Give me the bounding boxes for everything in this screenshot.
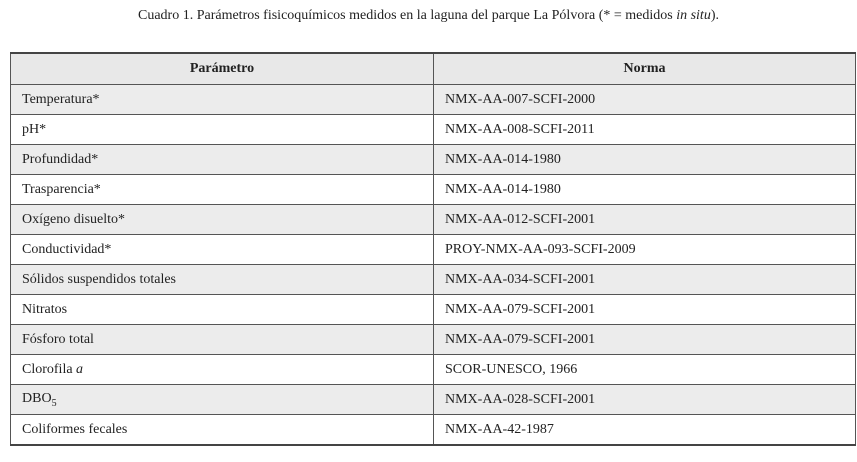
parameter-cell: Temperatura* [11,85,434,115]
table-row [11,85,856,115]
norm-cell: PROY-NMX-AA-093-SCFI-2009 [434,235,856,265]
header-norm: Norma [434,53,856,85]
norm-cell: NMX-AA-014-1980 [434,145,856,175]
norm-cell: NMX-AA-42-1987 [434,415,856,446]
table-row [11,175,856,205]
parameter-text: DBO [22,390,52,406]
header-row [11,53,856,85]
table-row [11,265,856,295]
parameter-cell: Oxígeno disuelto* [11,205,434,235]
table-row [11,295,856,325]
table-caption [0,8,857,24]
table-row [11,415,856,446]
parameter-cell: Fósforo total [11,325,434,355]
parameter-italic: a [76,361,84,377]
parameters-table [10,52,856,446]
parameter-cell: Conductividad* [11,235,434,265]
parameter-cell: Trasparencia* [11,175,434,205]
norm-cell: NMX-AA-007-SCFI-2000 [434,85,856,115]
table-header [11,53,856,85]
parameter-text: Clorofila [22,361,77,377]
parameter-cell: Nitratos [11,295,434,325]
parameter-cell: pH* [11,115,434,145]
norm-cell: NMX-AA-034-SCFI-2001 [434,265,856,295]
caption-suffix: ). [710,8,719,23]
table-row [11,235,856,265]
parameter-cell [11,385,434,415]
norm-cell: NMX-AA-012-SCFI-2001 [434,205,856,235]
header-parameter: Parámetro [11,53,434,85]
parameter-cell: Sólidos suspendidos totales [11,265,434,295]
norm-cell: SCOR-UNESCO, 1966 [434,355,856,385]
table-row [11,385,856,415]
table-row [11,115,856,145]
parameter-cell [11,355,434,385]
parameter-cell: Coliformes fecales [11,415,434,446]
norm-cell: NMX-AA-014-1980 [434,175,856,205]
table-body [11,85,856,446]
norm-cell: NMX-AA-079-SCFI-2001 [434,325,856,355]
table-row [11,355,856,385]
parameter-cell: Profundidad* [11,145,434,175]
norm-cell: NMX-AA-079-SCFI-2001 [434,295,856,325]
caption-text: Cuadro 1. Parámetros fisicoquímicos medidos en la laguna del parque La Pólvora (* = medidos [137,8,677,23]
norm-cell: NMX-AA-008-SCFI-2011 [434,115,856,145]
caption-emphasis: in situ [676,8,711,23]
norm-cell: NMX-AA-028-SCFI-2001 [434,385,856,415]
table-row [11,325,856,355]
table-row [11,205,856,235]
table-row [11,145,856,175]
parameter-subscript: 5 [51,397,57,409]
